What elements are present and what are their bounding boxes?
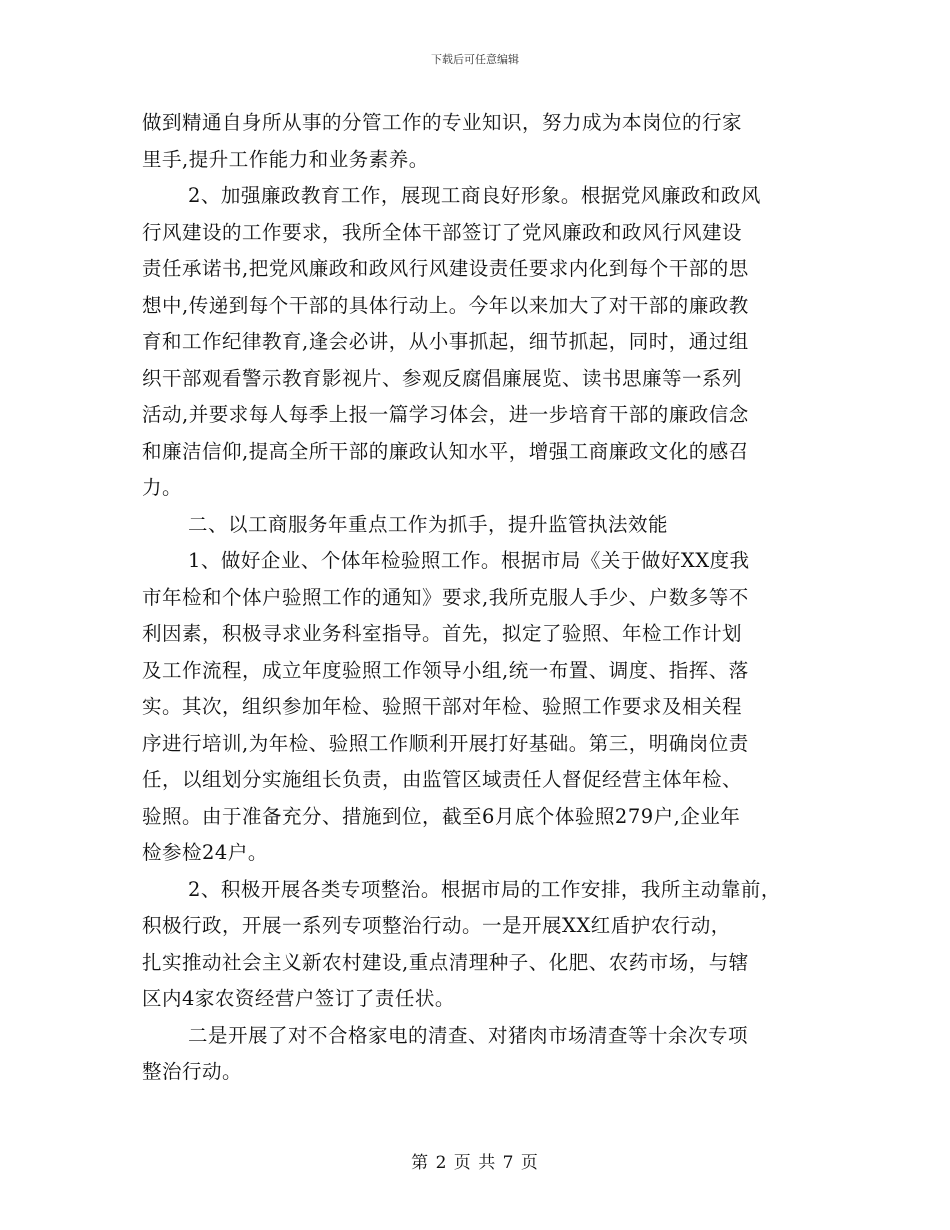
text-line: 和廉洁信仰,提高全所干部的廉政认知水平，增强工商廉政文化的感召 — [142, 439, 749, 463]
text-line: 整治行动。 — [142, 1060, 243, 1083]
text-line: 责任承诺书,把党风廉政和政风行风建设责任要求内化到每个干部的思 — [142, 257, 749, 280]
text-line: 检参检24户。 — [142, 841, 268, 864]
page-header: 下载后可任意编辑 — [431, 53, 519, 66]
text-line: 想中,传递到每个干部的具体行动上。今年以来加大了对干部的廉政教 — [142, 293, 749, 317]
text-line: 积极行政，开展一系列专项整治行动。一是开展XX红盾护农行动， — [142, 914, 731, 937]
text-line: 利因素，积极寻求业务科室指导。首先，拟定了验照、年检工作计划 — [142, 622, 743, 645]
text-line: 活动,并要求每人每季上报一篇学习体会，进一步培育干部的廉政信念 — [142, 403, 749, 426]
text-line: 验照。由于准备充分、措施到位，截至6月底个体验照279户,企业年 — [142, 804, 741, 828]
text-line: 序进行培训,为年检、验照工作顺利开展打好基础。第三，明确岗位责 — [142, 731, 749, 755]
text-line: 育和工作纪律教育,逢会必讲，从小事抓起，细节抓起，同时，通过组 — [142, 330, 749, 353]
paragraph-start: 二是开展了对不合格家电的清查、对猪肉市场清查等十余次专项 — [188, 1023, 749, 1047]
paragraph-start: 1、做好企业、个体年检验照工作。根据市局《关于做好XX度我 — [188, 549, 750, 572]
text-line: 行风建设的工作要求，我所全体干部签订了党风廉政和政风行风建设 — [142, 220, 743, 244]
text-line: 里手,提升工作能力和业务素养。 — [142, 147, 429, 171]
text-line: 扎实推动社会主义新农村建设,重点清理种子、化肥、农药市场，与辖 — [142, 950, 749, 974]
text-line: 任，以组划分实施组长负责，由监管区域责任人督促经营主体年检、 — [142, 768, 743, 791]
text-line: 织干部观看警示教育影视片、参观反腐倡廉展览、读书思廉等一系列 — [142, 366, 743, 390]
document-body — [142, 105, 822, 1091]
text-line: 区内4家农资经营户签订了责任状。 — [142, 987, 455, 1010]
text-line: 做到精通自身所从事的分管工作的专业知识，努力成为本岗位的行家 — [142, 111, 743, 134]
page-number-footer: 第 2 页 共 7 页 — [411, 1153, 539, 1173]
paragraph-start: 2、加强廉政教育工作，展现工商良好形象。根据党风廉政和政风 — [188, 184, 761, 207]
text-line: 及工作流程，成立年度验照工作领导小组,统一布置、调度、指挥、落 — [142, 658, 749, 682]
text-line: 力。 — [142, 476, 183, 499]
text-line: 实。其次，组织参加年检、验照干部对年检、验照工作要求及相关程 — [142, 695, 743, 718]
section-heading: 二、以工商服务年重点工作为抓手，提升监管执法效能 — [188, 512, 669, 536]
paragraph-start: 2、积极开展各类专项整治。根据市局的工作安排，我所主动靠前， — [188, 877, 781, 901]
text-line: 市年检和个体户验照工作的通知》要求,我所克服人手少、户数多等不 — [142, 585, 749, 609]
